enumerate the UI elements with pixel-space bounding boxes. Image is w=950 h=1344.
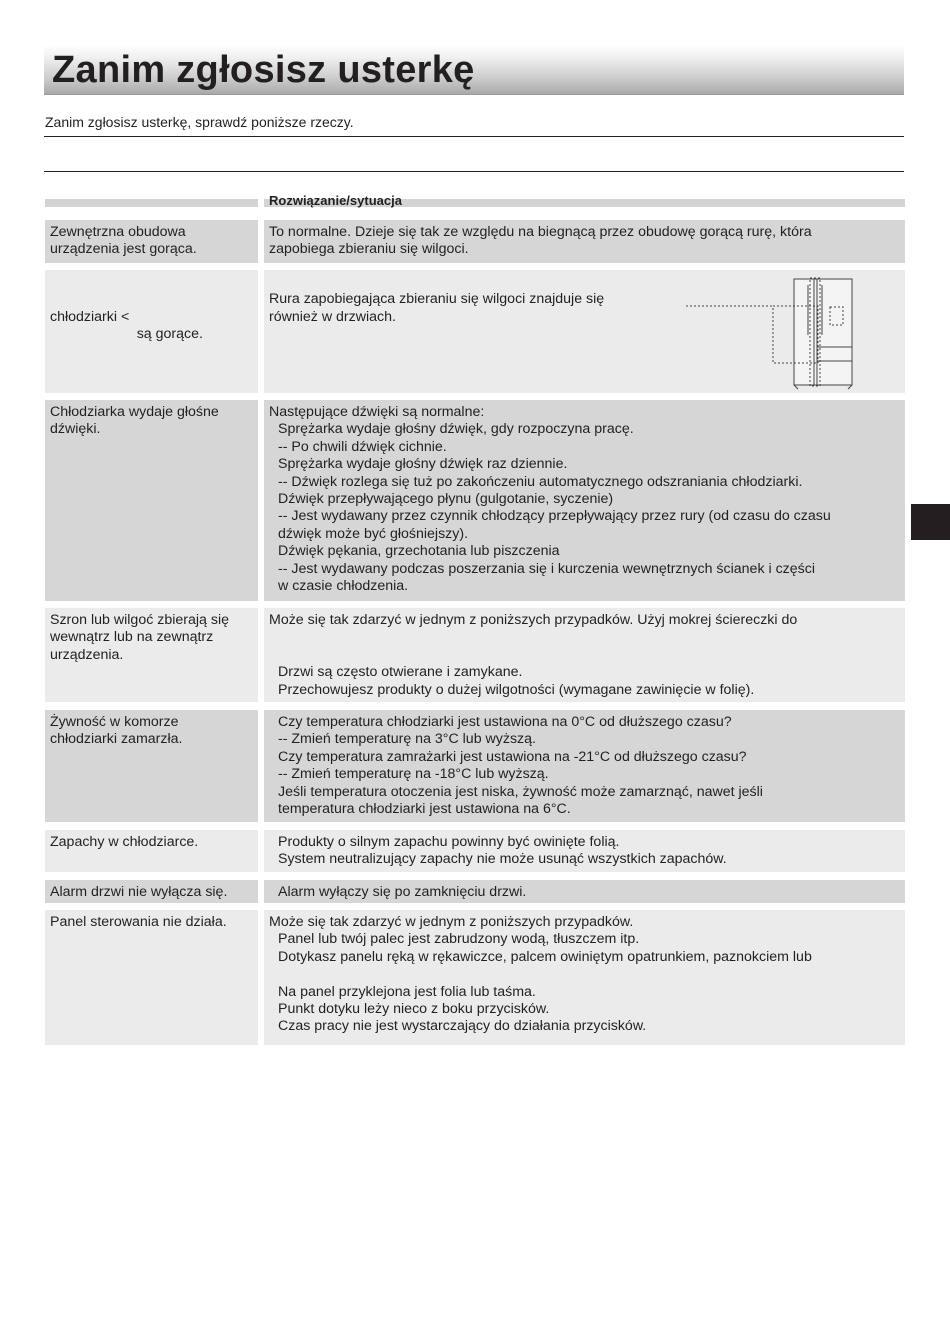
- solution-line: Czy temperatura zamrażarki jest ustawiona na -21°C od dłuższego czasu?: [278, 748, 747, 765]
- solution-line: Może się tak zdarzyć w jednym z poniższych przypadków.: [269, 914, 634, 930]
- problem-line: są gorące.: [50, 326, 203, 343]
- problem-cell: [45, 910, 258, 1045]
- divider-bottom: [44, 171, 904, 172]
- solution-cell: [264, 400, 905, 601]
- solution-cell: [264, 880, 905, 903]
- solution-line: System neutralizujący zapachy nie może usunąć wszystkich zapachów.: [278, 851, 727, 868]
- solution-line: Dźwięk pękania, grzechotania lub piszczenia: [278, 543, 560, 560]
- solution-line: [269, 966, 900, 983]
- problem-line: Panel sterowania nie działa.: [50, 914, 227, 930]
- solution-line: temperatura chłodziarki jest ustawiona na 6°C.: [278, 801, 571, 818]
- problem-line: Chłodziarka wydaje głośne: [50, 404, 219, 420]
- solution-line: Czy temperatura chłodziarki jest ustawiona na 0°C od dłuższego czasu?: [278, 714, 732, 730]
- solution-line: -- Jest wydawany podczas poszerzania się i kurczenia wewnętrznych ścianek i części: [278, 560, 815, 577]
- solution-line: -- Po chwili dźwięk cichnie.: [278, 438, 447, 455]
- problem-line: [50, 274, 253, 291]
- solution-line: -- Jest wydawany przez czynnik chłodzący przepływający przez rury (od czasu do czasu: [278, 508, 831, 525]
- problem-line: chłodziarki zamarzła.: [50, 731, 183, 748]
- solution-cell: [264, 220, 905, 263]
- section-tab-marker: [911, 504, 950, 540]
- solution-line: Drzwi są często otwierane i zamykane.: [278, 664, 523, 681]
- solution-line: [269, 647, 900, 664]
- problem-line: Szron lub wilgoć zbierają się: [50, 612, 230, 628]
- problem-cell: [45, 400, 258, 601]
- solution-line: Rura zapobiegająca zbieraniu się wilgoci znajduje się: [269, 291, 605, 308]
- solution-cell: [264, 710, 905, 822]
- solution-line: To normalne. Dzieje się tak ze względu na biegnącą przez obudowę gorącą rurę, która: [269, 224, 812, 240]
- page-title: Zanim zgłosisz usterkę: [52, 49, 475, 91]
- solution-line: Przechowujesz produkty o dużej wilgotności (wymagane zawinięcie w folię).: [278, 681, 755, 698]
- divider-top: [44, 136, 904, 137]
- solution-line: -- Zmień temperaturę na -18°C lub wyższą.: [278, 766, 549, 783]
- problem-cell: [45, 608, 258, 702]
- problem-cell: [45, 880, 258, 903]
- solution-line: Panel lub twój palec jest zabrudzony wodą, tłuszczem itp.: [278, 931, 640, 948]
- problem-line: chłodziarki <: [50, 308, 130, 325]
- problem-line: urządzenia jest gorąca.: [50, 241, 197, 258]
- solution-line: Na panel przyklejona jest folia lub taśma.: [278, 983, 536, 1000]
- problem-line: dźwięki.: [50, 421, 101, 438]
- problem-cell: [45, 270, 258, 393]
- problem-cell: [45, 830, 258, 872]
- problem-line: Zewnętrzna obudowa: [50, 224, 186, 240]
- title-bar: [44, 45, 904, 95]
- solution-line: Sprężarka wydaje głośny dźwięk raz dziennie.: [278, 456, 568, 473]
- solution-line: dźwięk może być głośniejszy).: [278, 525, 469, 542]
- solution-line: również w drzwiach.: [269, 308, 396, 325]
- solution-line: Jeśli temperatura otoczenia jest niska, żywność może zamarznąć, nawet jeśli: [278, 783, 763, 800]
- fridge-illustration: [680, 275, 860, 390]
- solution-line: Sprężarka wydaje głośny dźwięk, gdy rozpoczyna pracę.: [278, 421, 634, 438]
- problem-cell: [45, 220, 258, 263]
- solution-cell: [264, 910, 905, 1045]
- solution-line: -- Zmień temperaturę na 3°C lub wyższą.: [278, 731, 536, 748]
- solution-line: -- Dźwięk rozlega się tuż po zakończeniu automatycznego odszraniania chłodziarki.: [278, 473, 803, 490]
- problem-line: urządzenia.: [50, 646, 124, 663]
- problem-line: Alarm drzwi nie wyłącza się.: [50, 884, 228, 900]
- solution-cell: [264, 830, 905, 872]
- problem-line: Żywność w komorze: [50, 714, 179, 730]
- solution-line: Punkt dotyku leży nieco z boku przycisków.: [278, 1001, 550, 1018]
- solution-line: Produkty o silnym zapachu powinny być owinięte folią.: [278, 834, 620, 850]
- solution-line: Czas pracy nie jest wystarczający do działania przycisków.: [278, 1018, 647, 1035]
- problem-line: [50, 291, 253, 308]
- table-header-problem-bar: [45, 199, 258, 207]
- problem-line: Zapachy w chłodziarce.: [50, 834, 199, 850]
- solution-line: zapobiega zbieraniu się wilgoci.: [269, 241, 469, 258]
- solution-line: [269, 629, 900, 646]
- solution-cell: [264, 608, 905, 702]
- solution-line: Dotykasz panelu ręką w rękawiczce, palcem owiniętym opatrunkiem, paznokciem lub: [278, 948, 812, 965]
- solution-line: Dźwięk przepływającego płynu (gulgotanie, syczenie): [278, 491, 614, 508]
- solution-line: Alarm wyłączy się po zamknięciu drzwi.: [278, 884, 527, 900]
- solution-line: Następujące dźwięki są normalne:: [269, 404, 485, 420]
- table-header-solution: Rozwiązanie/sytuacja: [269, 193, 402, 208]
- solution-line: Może się tak zdarzyć w jednym z poniższych przypadków. Użyj mokrej ściereczki do: [269, 612, 798, 628]
- problem-cell: [45, 710, 258, 822]
- solution-line: w czasie chłodzenia.: [278, 578, 409, 595]
- intro-text: Zanim zgłosisz usterkę, sprawdź poniższe rzeczy.: [45, 114, 354, 130]
- problem-line: wewnątrz lub na zewnątrz: [50, 629, 214, 646]
